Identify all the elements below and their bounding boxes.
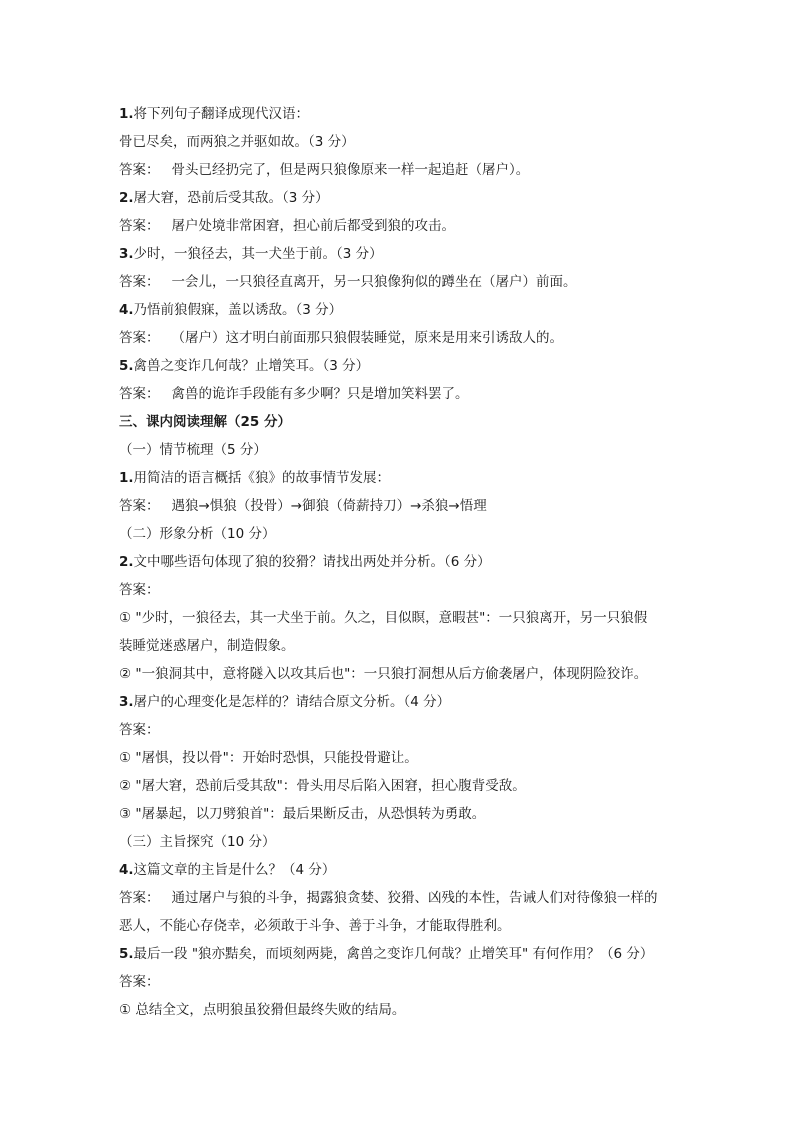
answer-label: 答案： xyxy=(119,218,160,234)
answer-line xyxy=(119,380,719,408)
question-line xyxy=(119,296,719,324)
text-line: ② "一狼洞其中，意将隧入以攻其后也"：一只狼打洞想从后方偷袭屠户，体现阴险狡诈。 xyxy=(119,666,648,682)
question-text: 最后一段 "狼亦黠矣，而顷刻两毙，禽兽之变诈几何哉？止增笑耳" 有何作用？（6 分） xyxy=(133,946,654,962)
answer-label: 答案： xyxy=(119,162,160,178)
question-line xyxy=(119,856,719,884)
question-line xyxy=(119,688,719,716)
question-number: 2. xyxy=(119,190,134,206)
question-line xyxy=(119,100,719,128)
question-line xyxy=(119,548,719,576)
text-line: 答案： xyxy=(119,722,160,738)
text-line: 装睡觉迷惑屠户，制造假象。 xyxy=(119,638,295,654)
question-number: 4. xyxy=(119,862,134,878)
question-text: 少时，一狼径去，其一犬坐于前。（3 分） xyxy=(133,246,383,262)
question-number: 3. xyxy=(119,694,134,710)
question-text: 屠户的心理变化是怎样的？请结合原文分析。（4 分） xyxy=(133,694,451,710)
question-number: 1. xyxy=(119,106,134,122)
answer-text: 禽兽的诡诈手段能有多少啊？只是增加笑料罢了。 xyxy=(171,386,469,402)
text-line: 答案： xyxy=(119,974,160,990)
answer-text: 一会儿，一只狼径直离开，另一只狼像狗似的蹲坐在（屠户）前面。 xyxy=(171,274,577,290)
answer-label: 答案： xyxy=(119,498,160,514)
question-line xyxy=(119,184,719,212)
text-line: ③ "屠暴起，以刀劈狼首"：最后果断反击，从恐惧转为勇敢。 xyxy=(119,806,486,822)
answer-text: 骨头已经扔完了，但是两只狼像原来一样一起追赶（屠户）。 xyxy=(171,162,530,178)
question-line xyxy=(119,352,719,380)
question-number: 5. xyxy=(119,358,134,374)
question-number: 5. xyxy=(119,946,134,962)
question-text: 乃悟前狼假寐，盖以诱敌。（3 分） xyxy=(133,302,343,318)
text-line: （一）情节梳理（5 分） xyxy=(119,442,267,458)
question-text: 这篇文章的主旨是什么？（4 分） xyxy=(133,862,336,878)
text-line: 答案： xyxy=(119,582,160,598)
question-number: 3. xyxy=(119,246,134,262)
question-text: 用简洁的语言概括《狼》的故事情节发展： xyxy=(133,470,391,486)
answer-text: 屠户处境非常困窘，担心前后都受到狼的攻击。 xyxy=(171,218,455,234)
question-line xyxy=(119,940,719,968)
answer-line xyxy=(119,268,719,296)
question-text: 将下列句子翻译成现代汉语： xyxy=(133,106,310,122)
answer-text: 遇狼→惧狼（投骨）→御狼（倚薪持刀）→杀狼→悟理 xyxy=(171,498,487,514)
text-line: ① 总结全文，点明狼虽狡猾但最终失败的结局。 xyxy=(119,1002,406,1018)
text-line: ① "屠惧，投以骨"：开始时恐惧，只能投骨避让。 xyxy=(119,750,418,766)
answer-label: 答案： xyxy=(119,890,160,906)
answer-label: 答案： xyxy=(119,386,160,402)
question-number: 4. xyxy=(119,302,134,318)
text-line: 骨已尽矣，而两狼之并驱如故。（3 分） xyxy=(119,134,355,150)
question-text: 文中哪些语句体现了狼的狡猾？请找出两处并分析。（6 分） xyxy=(133,554,491,570)
answer-label: 答案： xyxy=(119,274,160,290)
question-text: 屠大窘，恐前后受其敌。（3 分） xyxy=(133,190,329,206)
question-line xyxy=(119,464,719,492)
question-number: 1. xyxy=(119,470,134,486)
answer-line xyxy=(119,492,719,520)
text-line: 恶人，不能心存侥幸，必须敢于斗争、善于斗争，才能取得胜利。 xyxy=(119,918,511,934)
answer-line xyxy=(119,884,719,912)
answer-label: 答案： xyxy=(119,330,160,346)
answer-text: （屠户）这才明白前面那只狼假装睡觉，原来是用来引诱敌人的。 xyxy=(171,330,563,346)
answer-text: 通过屠户与狼的斗争，揭露狼贪婪、狡猾、凶残的本性，告诫人们对待像狼一样的 xyxy=(171,890,658,906)
answer-line xyxy=(119,212,719,240)
answer-line xyxy=(119,324,719,352)
question-text: 禽兽之变诈几何哉？止增笑耳。（3 分） xyxy=(133,358,370,374)
text-line: （三）主旨探究（10 分） xyxy=(119,834,276,850)
answer-line xyxy=(119,156,719,184)
text-line: ① "少时，一狼径去，其一犬坐于前。久之，目似瞑，意暇甚"：一只狼离开，另一只狼假 xyxy=(119,610,648,626)
section-heading: 三、课内阅读理解（25 分） xyxy=(119,414,291,430)
question-line xyxy=(119,240,719,268)
question-number: 2. xyxy=(119,554,134,570)
text-line: （二）形象分析（10 分） xyxy=(119,526,276,542)
text-line: ② "屠大窘，恐前后受其敌"：骨头用尽后陷入困窘，担心腹背受敌。 xyxy=(119,778,526,794)
